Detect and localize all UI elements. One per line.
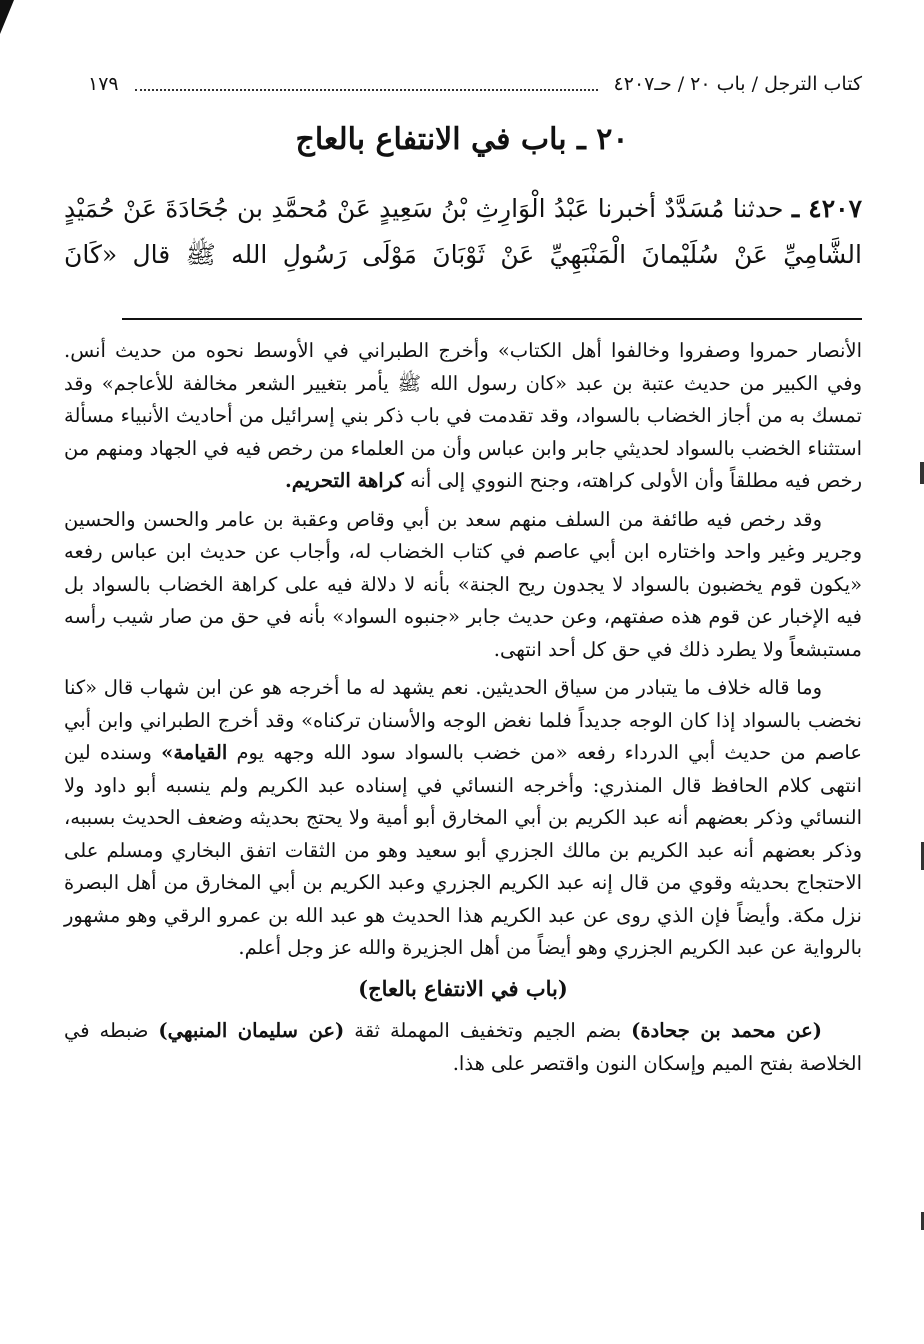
running-header (88, 68, 862, 100)
commentary-p3-bold: القيامة» (161, 741, 228, 764)
commentary-p4-text-a: بضم الجيم وتخفيف المهملة ثقة (344, 1019, 632, 1042)
footnote-separator-line (122, 318, 862, 320)
commentary-block (64, 335, 862, 1086)
commentary-p4-text-b: ضبطه في الخلاصة بفتح الميم وإسكان النون واقتصر على هذا. (64, 1019, 862, 1075)
page-edge-mark-1 (920, 462, 924, 484)
commentary-p1-bold: كراهة التحريم. (284, 469, 404, 492)
page-corner-mark (0, 0, 14, 34)
commentary-p4-bold-1: (عن محمد بن جحادة) (631, 1019, 822, 1042)
hadith-number: ٤٢٠٧ ـ (791, 194, 862, 223)
commentary-paragraph-3 (64, 672, 862, 965)
commentary-p1-text: الأنصار حمروا وصفروا وخالفوا أهل الكتاب» وأخرج الطبراني في الأوسط نحوه من حديث أنس. وفي الكبير من حديث عتبة بن عبد «كان رسول الله ﷺ يأمر بتغيير الشعر مخالفة للأعاجم» وقد تمسك به من أجاز الخضاب بالسواد، وقد تقدمت في باب ذكر بني إسرائيل من أحاديث الأنبياء مسألة استثناء الخضب بالسواد لحديثي جابر وابن عباس وأن من العلماء من رخص فيه في الجهاد ومنهم من رخص فيه مطلقاً وأن الأولى كراهته، وجنح النووي إلى أنه (64, 339, 862, 492)
commentary-paragraph-4 (64, 1015, 862, 1080)
chapter-title: ٢٠ ـ باب في الانتفاع بالعاج (295, 122, 629, 157)
commentary-p4-bold-2: (عن سليمان المنبهي) (158, 1019, 345, 1042)
page-number: ١٧٩ (88, 73, 119, 95)
running-title: كتاب الترجل / باب ٢٠ / حـ٤٢٠٧ (613, 73, 862, 95)
commentary-paragraph-2: وقد رخص فيه طائفة من السلف منهم سعد بن أبي وقاص وعقبة بن عامر والحسن والحسين وجرير وغير واحد واختاره ابن أبي عاصم في كتاب الخضاب له، وأجاب عن حديث ابن عباس رفعه «يكون قوم يخضبون بالسواد لا يجدون ريح الجنة» بأنه لا دلالة فيه على كراهة الخضاب بالسواد بل فيه الإخبار عن قوم هذه صفتهم، وعن حديث جابر «جنبوه السواد» بأنه في حق من صار شيب رأسه مستبشعاً ولا يطرد ذلك في حق كل أحد انتهى. (64, 507, 862, 661)
commentary-subsection-title: (باب في الانتفاع بالعاج) (358, 975, 568, 1001)
commentary-paragraph-1 (64, 335, 862, 498)
header-dot-leader (135, 89, 598, 91)
commentary-p3-text-b: وسنده لين انتهى كلام الحافظ قال المنذري: وأخرجه النسائي في إسناده عبد الكريم ولم ينسبه أبو داود ولا النسائي وذكر بعضهم أنه عبد الكريم بن أبي المخارق أبو أمية ولا يحتج بحديثه وضعف الحديث بسببه، وذكر بعضهم أنه عبد الكريم بن مالك الجزري أبو سعيد وهو من الثقات اتفق البخاري ومسلم على الاحتجاج بحديثه وقوي من قال إنه عبد الكريم الجزري وعبد الكريم بن أبي المخارق من أهل البصرة نزل مكة. وأيضاً فإن الذي روى عن عبد الكريم هذا الحديث هو عبد الله بن عمرو الرقي وهو مشهور بالرواية عن عبد الكريم الجزري وهو أيضاً من أهل الجزيرة والله عز وجل أعلم. (64, 741, 862, 959)
hadith-text-block (64, 186, 862, 278)
hadith-text: حدثنا مُسَدَّدٌ أخبرنا عَبْدُ الْوَارِثِ بْنُ سَعِيدٍ عَنْ مُحمَّدِ بن جُحَادَةَ عَنْ حُمَيْدٍ الشَّامِيِّ عَنْ سُلَيْمانَ الْمَنْبَهِيِّ عَنْ ثَوْبَانَ مَوْلَى رَسُولِ الله ﷺ قال «كَانَ (64, 194, 862, 269)
commentary-p3-text-a: وما قاله خلاف ما يتبادر من سياق الحديثين. نعم يشهد له ما أخرجه هو عن ابن شهاب قال «كنا نخضب بالسواد إذا كان الوجه جديداً فلما نغض الوجه والأسنان تركناه» وقد أخرج الطبراني وابن أبي عاصم من حديث أبي الدرداء رفعه «من خضب بالسواد سود الله وجهه يوم (64, 676, 862, 764)
